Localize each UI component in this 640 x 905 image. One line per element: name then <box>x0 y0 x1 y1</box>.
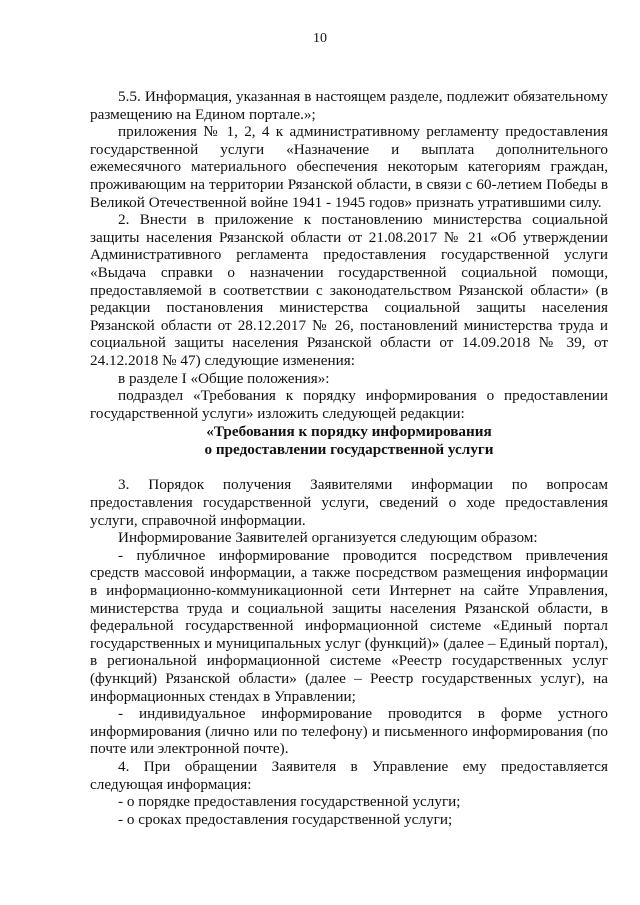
paragraph-public-informing: - публичное информирование проводится посредством привлечения средств массовой информации, а также посредством размещения информации в информационно-коммуникационной сети Интернет на сайте Управления, министерства труда и социальной защиты населения Рязанской области, в федеральной государственной информационной системе «Единый портал государственных и муниципальных услуг (функций)» (далее – Единый портал), в региональной информационной системе «Реестр государственных услуг (функций) Рязанской области» (далее – Реестр государственных услуг), на информационных стендах в Управлении; <box>90 546 608 705</box>
paragraph-section-1: в разделе I «Общие положения»: <box>118 369 330 387</box>
list-item-terms: - о сроках предоставления государственной услуги; <box>118 810 453 828</box>
paragraph-4: 4. При обращении Заявителя в Управление ему предоставляется следующая информация: <box>90 757 608 793</box>
paragraph-2-amendments: 2. Внести в приложение к постановлению министерства социальной защиты населения Рязанской области от 21.08.2017 № 21 «Об утверждении Административного регламента предоставления государственной услуги «Выдача справки о назначении государственной социальной помощи, предоставляемой в соответствии с законодательством Рязанской области» (в редакции постановления министерства социальной защиты населения Рязанской области от 28.12.2017 № 26, постановлений министерства труда и социальной защиты населения Рязанской области от 14.09.2018 № 39, от 24.12.2018 № 47) следующие изменения: <box>90 211 608 369</box>
paragraph-appendices: приложения № 1, 2, 4 к административному регламенту предоставления государственной услуги «Назначение и выплата дополнительного ежемесячного материального обеспечения некоторым категориям граждан, проживающим на территории Рязанской области, в связи с 60-летием Победы в Великой Отечественной войне 1941 - 1945 годов» признать утратившими силу. <box>90 123 608 211</box>
paragraph-3: 3. Порядок получения Заявителями информации по вопросам предоставления государственной услуги, сведений о ходе предоставления услуги, справочной информации. <box>90 476 608 529</box>
list-item-procedure: - о порядке предоставления государственной услуги; <box>118 793 461 811</box>
paragraph-individual-informing: - индивидуальное информирование проводится в форме устного информирования (лично или по телефону) и письменного информирования (по почте или электронной почте). <box>90 705 608 758</box>
paragraph-subsection: подраздел «Требования к порядку информирования о предоставлении государственной услуги» изложить следующей редакции: <box>90 387 608 422</box>
spacer <box>90 458 608 476</box>
document-body <box>90 88 608 828</box>
section-heading-line-1: «Требования к порядку информирования <box>206 423 492 441</box>
section-heading-line-2: о предоставлении государственной услуги <box>204 440 494 458</box>
page-number: 10 <box>313 31 327 46</box>
paragraph-informing: Информирование Заявителей организуется следующим образом: <box>118 529 538 547</box>
section-heading <box>90 423 608 458</box>
paragraph-5-5: 5.5. Информация, указанная в настоящем разделе, подлежит обязательному размещению на Едином портале.»; <box>90 88 608 123</box>
